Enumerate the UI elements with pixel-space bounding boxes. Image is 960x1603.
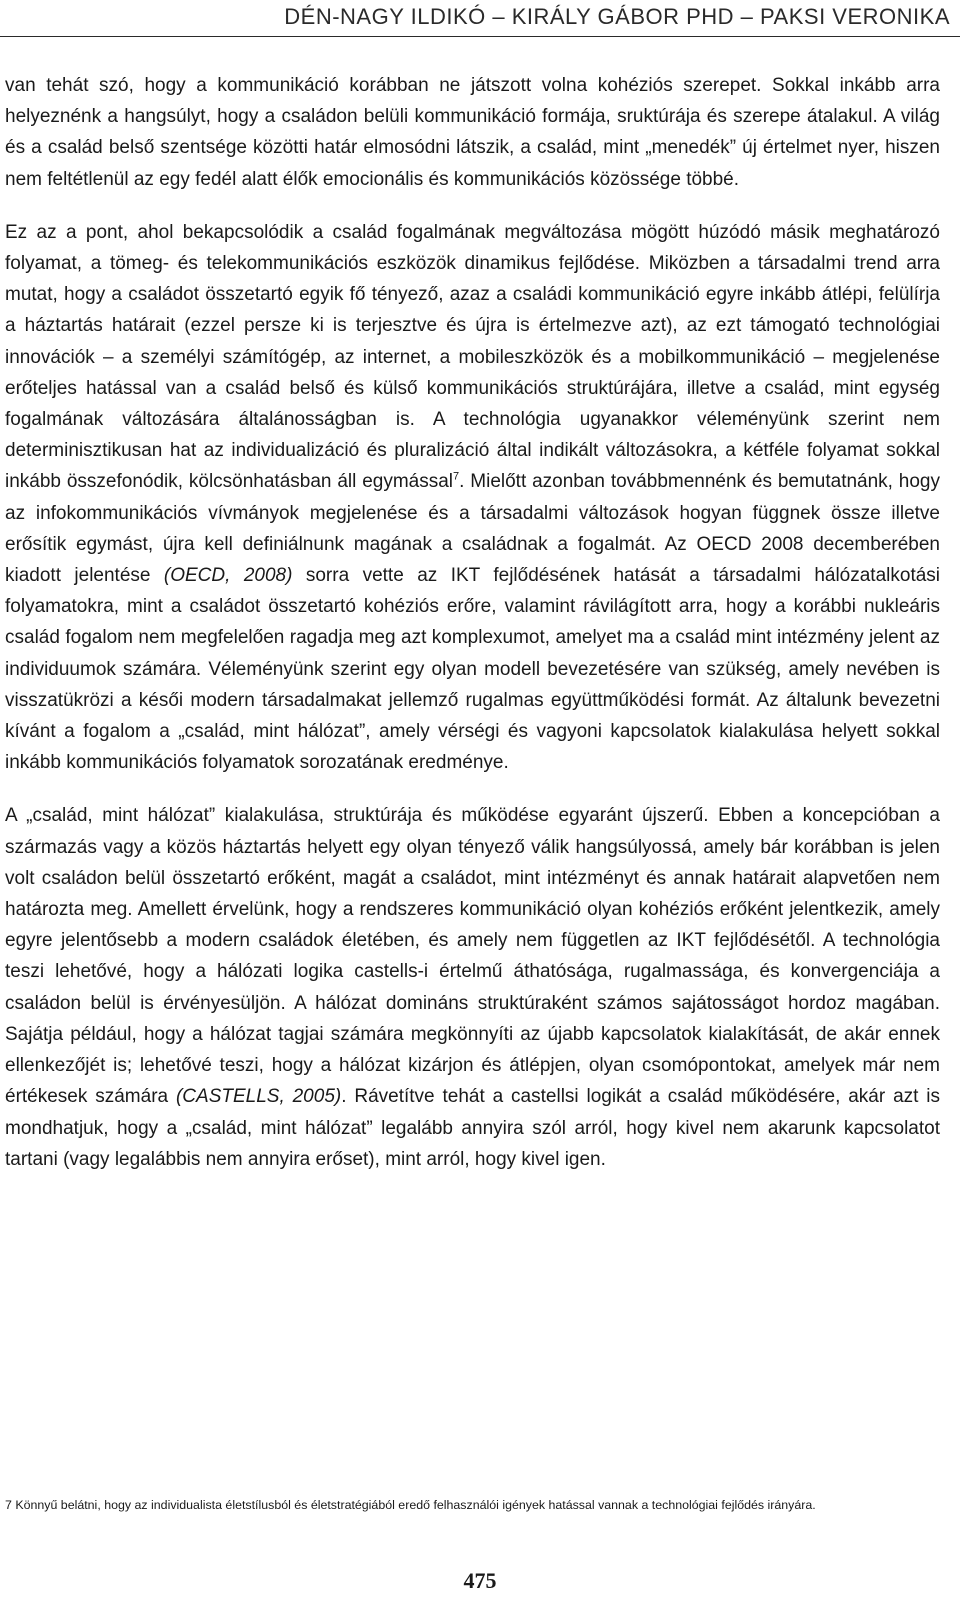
text-run: van tehát szó, hogy a kommunikáció korábban ne játszott volna kohéziós szerepet. Sokkal inkább arra helyeznénk a hangsúlyt, hogy a családon belüli kommunikáció formája, sruktúrája és szerepe átalakul. A világ és a család belső szentsége közötti határ elmosódni látszik, a család, mint „menedék” új értelmet nyer, hiszen nem feltétlenül az egy fedél alatt élők emocionális és kommunikációs közössége többé.: [5, 75, 940, 190]
text-run: . Rávetítve tehát a castellsi logikát a család működésére, akár azt is mondhatjuk, hogy a „család, mint hálózat” legalább annyira szól arról, hogy kivel nem akarunk kapcsolatot tartani (vagy legalábbis nem annyira erőset), mint arról, hogy kivel igen.: [5, 1086, 941, 1170]
footnote-marker: 7: [453, 471, 460, 484]
paragraph: [5, 217, 940, 779]
text-run: A „család, mint hálózat” kialakulása, struktúrája és működése egyaránt újszerű. Ebben a koncepcióban a származás vagy a közös háztartás helyett egy olyan tényező válik hangsúlyossá, amely bár korábban is jelen volt családon belül összetartó erőként, magát a családot, mint intézményt és annak határait alapvetően nem határozta meg. Amellett érvelünk, hogy a rendszeres kommunikáció olyan kohéziós erőként jelentkezik, amely egyre jelentősebb a modern családok életében, és amely nem független az IKT fejlődésétől. A technológia teszi lehetővé, hogy a hálózati logika castells-i értelmű áthatósága, rugalmassága, és konvergenciája a családon belül is érvényesüljön. A hálózat domináns struktúraként számos sajátosságot hordoz magában. Sajátja például, hogy a hálózat tagjai számára megkönnyíti az újabb kapcsolatok kialakítását, de akár ennek ellenkezőjét is; lehetővé teszi, hogy a hálózat kizárjon és átlépjen, olyan csomópontokat, amelyek már nem értékesek számára: [5, 805, 940, 1108]
paragraph: [5, 800, 940, 1174]
page-number: 475: [463, 1568, 497, 1593]
body-text: [5, 70, 940, 1197]
text-run: Ez az a pont, ahol bekapcsolódik a család fogalmának megváltozása mögött húzódó másik meghatározó folyamat, a tömeg- és telekommunikációs eszközök dinamikus fejlődése. Miközben a társadalmi trend arra mutat, hogy a családot összetartó egyik fő tényező, azaz a családi kommunikáció egyre inkább átlépi, felülírja a háztartás határait (ezzel persze ki is terjesztve és újra is értelmezve azt), az ezt támogató technológiai innovációk – a személyi számítógép, az internet, a mobileszközök és a mobilkommunikáció – megjelenése erőteljes hatással van a család belső és külső kommunikációs struktúrájára, illetve a család, mint egység fogalmának változására általánosságban is. A technológia ugyanakkor véleményünk szerint nem determinisztikusan hat az individualizáció és pluralizáció által indikált változásokra, a kétféle folyamat sokkal inkább összefonódik, kölcsönhatásban áll egymással: [5, 221, 940, 493]
citation: (OECD, 2008): [163, 565, 293, 587]
running-header: DÉN-NAGY ILDIKÓ – KIRÁLY GÁBOR PHD – PAKSI VERONIKA: [284, 4, 950, 29]
header-rule: [0, 36, 960, 37]
footnote: 7 Könnyű belátni, hogy az individualista életstílusból és életstratégiából eredő felhasználói igények hatással vannak a technológiai fejlődés irányára.: [5, 1498, 816, 1512]
citation: (CASTELLS, 2005): [175, 1086, 342, 1108]
text-run: . Mielőtt azonban továbbmennénk és bemutatnánk, hogy az infokommunikációs vívmányok megjelenése és a társadalmi változások hogyan függnek össze illetve erősítik egymást, újra kell definiálnunk magának a családnak a fogalmát. Az OECD 2008 decemberében kiadott jelentése: [5, 471, 941, 587]
paragraph: [5, 70, 940, 195]
text-run: sorra vette az IKT fejlődésének hatását a társadalmi hálózatalkotási folyamatokra, mint a családot összetartó kohéziós erőre, valamint rávilágított arra, hogy a korábbi nukleáris család fogalom nem megfelelően ragadja meg azt komplexumot, amelyet ma a család mint intézmény jelent az individuumok számára. Véleményünk szerint egy olyan modell bevezetésére van szükség, amely nevében is visszatükrözi a késői modern társadalmakat jellemző rugalmas együttműködési formát. Az általunk bevezetni kívánt a fogalom a „család, mint hálózat”, amely vérségi és vagyoni kapcsolatok kialakulása helyett sokkal inkább kommunikációs folyamatok sorozatának eredménye.: [5, 565, 941, 774]
